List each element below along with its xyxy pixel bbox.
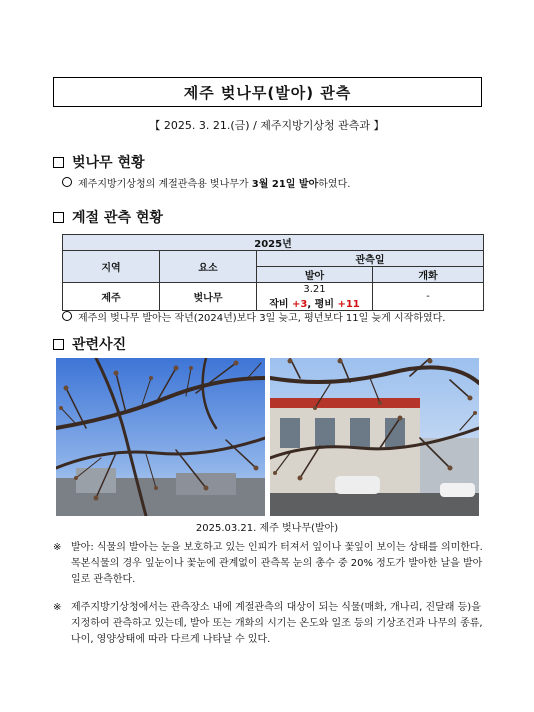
square-bullet-icon <box>53 212 64 223</box>
cherry-status-bullet: 제주지방기상청의 계절관측용 벚나무가 3월 21일 발아하였다. <box>62 175 350 190</box>
cherry-branch-building-image <box>270 358 479 516</box>
table-header-element: 요소 <box>160 251 257 283</box>
sprout-date: 3.21 <box>303 283 326 295</box>
observation-table <box>62 234 484 311</box>
photo-caption: 2025.03.21. 제주 벚나무(발아) <box>195 523 339 534</box>
observation-bullet: 제주의 벚나무 발아는 작년(2024년)보다 3일 늦고, 평년보다 11일 늦게 시작하였다. <box>62 309 445 324</box>
table-header-obs-day: 관측일 <box>257 251 484 267</box>
note-text: 제주지방기상청에서는 관측장소 내에 계절관측의 대상이 되는 식물(매화, 개나리, 진달래 등)을 지정하여 관측하고 있는데, 발아 또는 개화의 시기는 온도와 일조 등의 기상조건과 나무의 종류, 나이, 영양상태에 따라 다르게 나타날 수 있다. <box>71 602 483 645</box>
section-heading-cherry-status: 벚나무 현황 <box>53 152 145 172</box>
table-header-region: 지역 <box>63 251 160 283</box>
table-cell-bloom: - <box>373 283 484 311</box>
square-bullet-icon <box>53 339 64 350</box>
note-sprout-definition <box>53 540 485 588</box>
cherry-branch-image <box>56 358 265 516</box>
note-observation-info <box>53 600 485 648</box>
section-heading-photos: 관련사진 <box>53 334 126 354</box>
square-bullet-icon <box>53 157 64 168</box>
circle-bullet-icon <box>62 311 72 321</box>
section-heading-seasonal-observation: 계절 관측 현황 <box>53 207 163 227</box>
note-mark: ※ <box>53 602 62 613</box>
note-mark: ※ <box>53 542 62 553</box>
sprout-comparison: 작비 +3, 평비 +11 <box>269 298 360 310</box>
table-header-sprout: 발아 <box>257 267 373 283</box>
circle-bullet-icon <box>62 177 72 187</box>
table-row <box>63 283 484 311</box>
table-header-bloom: 개화 <box>373 267 484 283</box>
table-cell-region: 제주 <box>63 283 160 311</box>
document-subtitle: 【 2025. 3. 21.(금) / 제주지방기상청 관측과 】 <box>149 119 385 132</box>
cherry-tree-photo-2 <box>270 358 479 516</box>
document-title: 제주 벚나무(발아) 관측 <box>53 77 482 107</box>
table-cell-sprout <box>257 283 373 311</box>
cherry-tree-photo-1 <box>56 358 265 516</box>
table-year-header: 2025년 <box>63 235 484 251</box>
table-cell-element: 벚나무 <box>160 283 257 311</box>
note-text: 발아: 식물의 발아는 눈을 보호하고 있는 인피가 터져서 잎이나 꽃잎이 보이는 상태를 의미한다. 목본식물의 경우 잎눈이나 꽃눈에 관계없이 관측목 눈의 총수 중 20% 정도가 발아한 날을 발아일로 관측한다. <box>71 542 483 585</box>
